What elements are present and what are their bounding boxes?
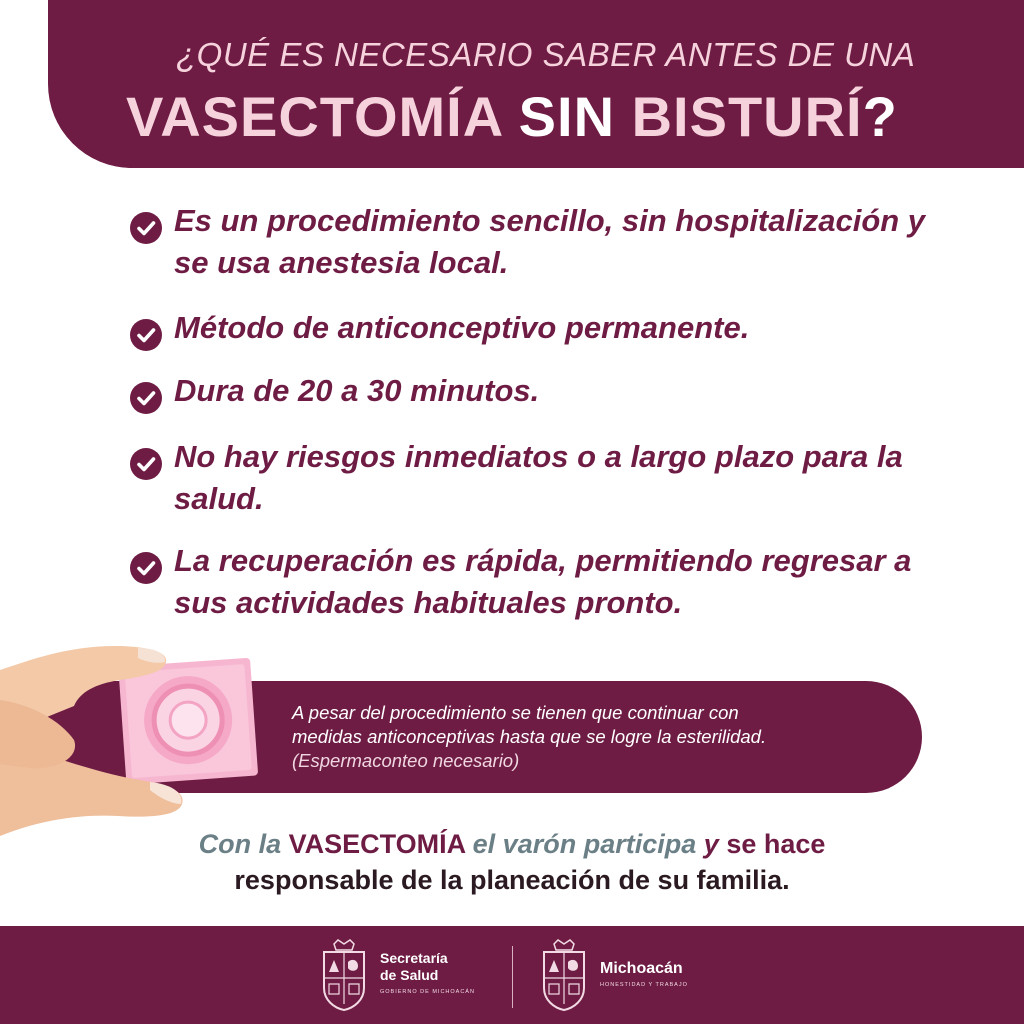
check-circle-icon <box>130 319 162 351</box>
list-item-text: Método de anticonceptivo permanente. <box>174 310 750 345</box>
coat-of-arms-icon <box>540 938 588 1012</box>
footer-divider <box>512 946 513 1008</box>
logo1-subtitle: GOBIERNO DE MICHOACÁN <box>380 989 475 995</box>
coat-of-arms-icon <box>320 938 368 1012</box>
closing-y: y <box>703 829 719 859</box>
header-banner <box>48 0 1024 168</box>
title-question-mark: ? <box>862 85 898 148</box>
title-bisturi: BISTURÍ <box>631 85 863 148</box>
closing-se-hace: se hace <box>726 829 826 859</box>
footer-bar <box>0 926 1024 1024</box>
title-sin: SIN <box>518 85 616 148</box>
list-item-text: Dura de 20 a 30 minutos. <box>174 373 540 408</box>
check-circle-icon <box>130 382 162 414</box>
condom-wrapper-icon <box>118 658 258 785</box>
secretaria-salud-logo <box>320 938 490 1012</box>
logo1-name-line2: de Salud <box>380 967 439 983</box>
header-question: ¿QUÉ ES NECESARIO SABER ANTES DE UNA <box>176 36 916 73</box>
check-circle-icon <box>130 552 162 584</box>
michoacan-logo <box>540 938 720 1012</box>
closing-statement <box>0 826 1024 898</box>
closing-line-2: responsable de la planeación de su familia. <box>234 865 790 895</box>
header-title <box>126 84 898 149</box>
note-line-2: medidas anticonceptivas hasta que se logre la esterilidad. <box>292 726 767 747</box>
list-item-text: La recuperación es rápida, permitiendo regresar a sus actividades habituales pronto. <box>174 543 912 620</box>
closing-con-la: Con la <box>198 829 282 859</box>
note-line-3: (Espermaconteo necesario) <box>292 750 520 771</box>
note-text <box>292 701 892 773</box>
closing-line-1 <box>0 826 1024 862</box>
logo1-name-line1: Secretaría <box>380 950 448 966</box>
check-circle-icon <box>130 448 162 480</box>
list-item-text: Es un procedimiento sencillo, sin hospitalización y se usa anestesia local. <box>174 203 926 280</box>
note-line-1: A pesar del procedimiento se tienen que continuar con <box>292 702 739 723</box>
logo2-subtitle: HONESTIDAD Y TRABAJO <box>600 982 688 988</box>
closing-vasectomia: VASECTOMÍA <box>288 829 466 859</box>
hand-holding-condom-illustration <box>0 640 270 850</box>
logo2-name: Michoacán <box>600 960 683 977</box>
title-vasectomia: VASECTOMÍA <box>126 85 503 148</box>
closing-varon-participa: el varón participa <box>472 829 697 859</box>
list-item-text: No hay riesgos inmediatos o a largo plazo para la salud. <box>174 439 903 516</box>
check-circle-icon <box>130 212 162 244</box>
